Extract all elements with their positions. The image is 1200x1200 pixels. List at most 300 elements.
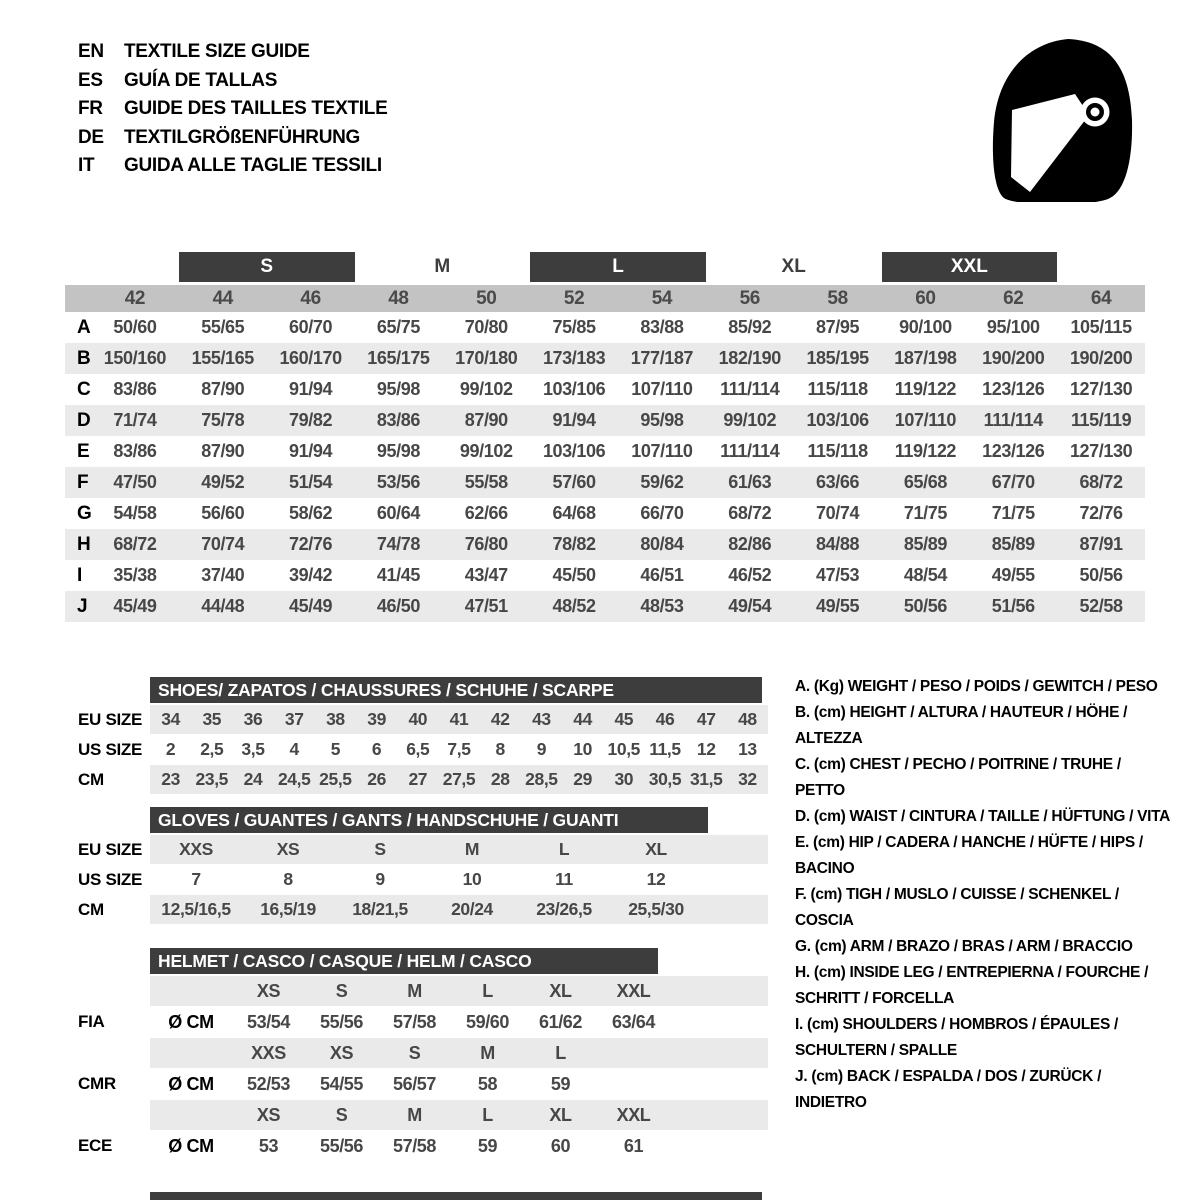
size-value: 115/119: [1070, 410, 1132, 430]
size-value: 107/110: [631, 379, 693, 399]
size-value: 8: [495, 739, 505, 759]
size-label: L: [482, 1104, 493, 1125]
size-value: 57/60: [552, 472, 596, 492]
measure-row-e: [65, 436, 1145, 467]
size-value: 30,5: [648, 769, 682, 789]
size-value: 54/55: [319, 1073, 364, 1094]
legend-item: F. (cm) TIGH / MUSLO / CUISSE / SCHENKEL / COSCIA: [795, 886, 1119, 929]
size-value: 72/76: [1079, 503, 1123, 523]
size-value: 91/94: [552, 410, 596, 430]
size-value: 107/110: [894, 410, 957, 430]
measure-row-f: [65, 467, 1145, 498]
size-value: 35: [202, 709, 222, 729]
size-value: 68/72: [113, 534, 157, 554]
row-letter: E: [77, 440, 90, 462]
size-value: 63/66: [816, 472, 860, 492]
size-value: 43/47: [464, 565, 508, 585]
size-band-s: S: [179, 252, 355, 282]
size-value: 160/170: [279, 348, 342, 368]
size-value: 50/56: [1079, 565, 1123, 585]
size-value: 11,5: [649, 739, 681, 759]
size-value: 70/80: [464, 317, 508, 337]
size-value: 49/54: [728, 596, 772, 616]
size-value: 60: [550, 1135, 571, 1156]
size-value: 28: [490, 769, 510, 789]
size-value: XL: [645, 839, 667, 859]
size-value: 65/75: [376, 317, 420, 337]
row-letter: J: [77, 595, 88, 617]
size-value: 165/175: [367, 348, 430, 368]
column-header: 60: [915, 287, 936, 309]
gloves-section-title: GLOVES / GUANTES / GANTS / HANDSCHUHE / GUANTI: [150, 807, 708, 833]
size-label: XS: [256, 980, 281, 1001]
size-value: 127/130: [1069, 379, 1133, 399]
column-header: 44: [212, 287, 233, 309]
size-value: 83/86: [113, 441, 157, 461]
size-value: 23: [161, 769, 180, 789]
size-value: 115/118: [807, 441, 868, 461]
size-value: 54/58: [113, 503, 157, 523]
size-value: 75/85: [552, 317, 596, 337]
column-header: 42: [124, 287, 146, 309]
size-value: 27,5: [442, 769, 476, 789]
size-band-m: M: [434, 256, 451, 277]
size-value: 76/80: [464, 534, 508, 554]
size-value: 87/91: [1079, 534, 1123, 554]
size-value: 31,5: [689, 769, 723, 789]
column-header: 46: [300, 287, 321, 309]
language-row: [78, 38, 387, 67]
size-value: 90/100: [899, 317, 952, 337]
size-value: 80/84: [640, 534, 684, 554]
language-title: TEXTILE SIZE GUIDE: [124, 41, 310, 62]
size-value: 10: [462, 869, 482, 889]
sub-row-us-size: [78, 865, 768, 894]
size-value: 24,5: [277, 769, 311, 789]
size-value: 41: [449, 709, 469, 729]
size-value: 49/55: [816, 596, 860, 616]
helmet-section: [78, 948, 768, 1162]
language-row: [78, 152, 387, 181]
size-value: 38: [326, 709, 345, 729]
size-value: 91/94: [289, 379, 333, 399]
size-value: 50/60: [113, 317, 157, 337]
size-value: 47/51: [464, 596, 508, 616]
row-label: CM: [78, 769, 104, 789]
sub-row-us-size: [78, 735, 768, 764]
shoes-rows: [78, 705, 768, 794]
size-value: 119/122: [894, 379, 957, 399]
size-label: XL: [549, 980, 572, 1001]
legend-item: C. (cm) CHEST / PECHO / POITRINE / TRUHE / PETTO: [795, 756, 1121, 799]
size-value: 82/86: [728, 534, 772, 554]
size-band-l: L: [530, 252, 706, 282]
size-value: 65/68: [903, 472, 947, 492]
size-value: 173/183: [542, 348, 606, 368]
size-value: 32: [738, 769, 757, 789]
size-label: M: [407, 1104, 422, 1125]
sub-row-cm: [78, 765, 768, 794]
size-value: 63/64: [611, 1011, 656, 1032]
row-label: EU SIZE: [78, 709, 143, 729]
language-code: DE: [78, 126, 104, 148]
size-value: 55/58: [464, 472, 508, 492]
size-value: 190/200: [1069, 348, 1133, 368]
size-label: L: [482, 980, 493, 1001]
size-value: 29: [573, 769, 592, 789]
size-value: 52/58: [1079, 596, 1123, 616]
size-value: 53/54: [246, 1011, 291, 1032]
size-value: 190/200: [982, 348, 1045, 368]
size-value: 9: [375, 869, 385, 889]
column-header: 54: [651, 287, 673, 309]
size-value: 24: [243, 769, 263, 789]
size-value: 66/70: [640, 503, 684, 523]
size-value: 48/54: [903, 565, 947, 585]
size-value: 46: [655, 709, 675, 729]
textile-size-table: [65, 252, 1145, 622]
size-value: 39: [367, 709, 386, 729]
size-value: 12: [696, 739, 716, 759]
column-header: 58: [827, 287, 848, 309]
size-value: 40: [408, 709, 428, 729]
size-value: 119/122: [894, 441, 957, 461]
size-value: 78/82: [552, 534, 596, 554]
size-value: 55/56: [319, 1135, 364, 1156]
size-value: 27: [408, 769, 428, 789]
size-value: 85/89: [991, 534, 1035, 554]
size-value: 53/56: [376, 472, 420, 492]
legend-item: A. (Kg) WEIGHT / PESO / POIDS / GEWITCH / PESO: [795, 678, 1158, 695]
size-value: 20/24: [451, 899, 493, 919]
size-value: 25,5: [319, 769, 352, 789]
size-value: 47/53: [816, 565, 860, 585]
size-band-row: [65, 252, 1145, 282]
size-value: 9: [536, 739, 547, 759]
helmet-icon: [982, 34, 1142, 204]
size-value: 5: [330, 739, 341, 759]
size-value: 51/56: [991, 596, 1035, 616]
size-label: M: [407, 980, 422, 1001]
size-value: 70/74: [201, 534, 245, 554]
row-letter: G: [77, 502, 92, 524]
size-value: 64/68: [552, 503, 596, 523]
row-letter: A: [77, 316, 91, 338]
size-value: 26: [367, 769, 386, 789]
column-header: 52: [563, 287, 585, 309]
size-value: 103/106: [542, 379, 606, 399]
size-value: 52/53: [246, 1073, 291, 1094]
measure-row-d: [65, 405, 1145, 436]
size-value: 67/70: [991, 472, 1035, 492]
size-value: 68/72: [1079, 472, 1123, 492]
shoes-section: [78, 677, 768, 795]
size-value: 68/72: [728, 503, 772, 523]
language-row: [78, 95, 387, 124]
size-value: 60/70: [289, 317, 333, 337]
size-value: 47/50: [113, 472, 157, 492]
measure-row-a: [65, 312, 1145, 343]
size-value: 50/56: [903, 596, 947, 616]
size-value: 85/92: [728, 317, 772, 337]
size-value: 87/90: [201, 379, 245, 399]
sub-row-eu-size: [78, 705, 768, 734]
helmet-size-row: [150, 976, 768, 1006]
unit-cell: Ø CM: [168, 1011, 214, 1032]
size-value: 51/54: [289, 472, 333, 492]
size-value: 84/88: [816, 534, 860, 554]
size-value: 55/65: [201, 317, 245, 337]
size-value: 45: [614, 709, 634, 729]
size-value: 2: [165, 739, 176, 759]
size-value: 95/98: [376, 441, 420, 461]
size-value: 71/75: [903, 503, 947, 523]
size-label: XS: [256, 1104, 281, 1125]
size-value: 87/90: [201, 441, 245, 461]
language-title-list: [78, 38, 387, 181]
size-value: 36: [243, 709, 263, 729]
legend-item: H. (cm) INSIDE LEG / ENTREPIERNA / FOURCHE / SCHRITT / FORCELLA: [795, 964, 1149, 1007]
size-band-xl: XL: [781, 256, 806, 277]
size-value: 56/57: [392, 1073, 437, 1094]
language-title: GUIDE DES TAILLES TEXTILE: [124, 98, 388, 119]
size-value: 71/75: [991, 503, 1035, 523]
size-value: 12: [646, 869, 666, 889]
size-value: 34: [161, 709, 180, 729]
size-value: 10,5: [607, 739, 641, 759]
measurement-legend: [795, 674, 1173, 1116]
column-header: 50: [476, 287, 497, 309]
size-value: 57/58: [392, 1011, 437, 1032]
size-value: 91/94: [289, 441, 333, 461]
size-value: XS: [276, 839, 300, 859]
shoes-section-title: SHOES/ ZAPATOS / CHAUSSURES / SCHUHE / SCARPE: [150, 677, 762, 703]
size-value: 7: [191, 869, 201, 889]
size-value: 3,5: [241, 739, 265, 759]
measure-row-j: [65, 591, 1145, 622]
helmet-value-row-ece: [78, 1131, 768, 1161]
language-code: FR: [78, 98, 103, 119]
size-value: 37: [284, 709, 304, 729]
size-value: 23/26,5: [536, 899, 592, 919]
legend-item: I. (cm) SHOULDERS / HOMBROS / ÉPAULES / SCHULTERN / SPALLE: [795, 1016, 1119, 1059]
helmet-section-title: HELMET / CASCO / CASQUE / HELM / CASCO: [150, 948, 658, 974]
row-label: ECE: [78, 1136, 113, 1155]
size-value: 87/90: [464, 410, 508, 430]
size-value: 48/52: [552, 596, 596, 616]
size-value: 71/74: [113, 410, 157, 430]
size-label: XXS: [251, 1042, 286, 1063]
legend-item: E. (cm) HIP / CADERA / HANCHE / HÜFTE / HIPS / BACINO: [795, 834, 1143, 877]
row-letter: I: [77, 564, 82, 586]
size-value: 28,5: [525, 769, 558, 789]
size-value: 99/102: [723, 410, 777, 430]
size-value: 61/63: [728, 472, 772, 492]
size-value: 2,5: [200, 739, 224, 759]
size-value: 35/38: [113, 565, 157, 585]
size-value: 177/187: [630, 348, 694, 368]
helmet-size-row: [150, 1100, 768, 1130]
size-value: 83/86: [113, 379, 157, 399]
row-letter: H: [77, 533, 91, 555]
size-value: 72/76: [289, 534, 333, 554]
language-code: IT: [78, 155, 95, 176]
row-letter: F: [77, 471, 89, 493]
size-value: 103/106: [806, 410, 869, 430]
size-value: 44: [573, 709, 592, 729]
legend-item: B. (cm) HEIGHT / ALTURA / HAUTEUR / HÖHE / ALTEZZA: [795, 704, 1128, 747]
size-value: 45/49: [289, 596, 333, 616]
size-value: 61/62: [538, 1011, 583, 1032]
size-value: 47: [696, 709, 716, 729]
numeric-size-header-row: [65, 285, 1145, 312]
size-value: 99/102: [459, 441, 513, 461]
size-value: 6: [371, 739, 382, 759]
size-value: 111/114: [983, 410, 1043, 430]
size-value: 58: [477, 1073, 498, 1094]
size-value: 85/89: [903, 534, 947, 554]
measurement-rows: [65, 312, 1145, 622]
size-value: 62/66: [464, 503, 508, 523]
size-label: XS: [329, 1042, 354, 1063]
size-value: 10: [573, 739, 592, 759]
size-value: 44/48: [201, 596, 245, 616]
size-value: 23,5: [195, 769, 229, 789]
helmet-icon-svg: [982, 34, 1142, 202]
size-value: 59/62: [640, 472, 684, 492]
size-value: 95/100: [986, 317, 1040, 337]
size-label: S: [408, 1042, 421, 1063]
size-value: 74/78: [376, 534, 420, 554]
helmet-value-row-fia: [78, 1007, 768, 1037]
size-label: S: [335, 980, 348, 1001]
size-value: XXS: [179, 839, 213, 859]
size-value: 75/78: [201, 410, 245, 430]
measure-row-i: [65, 560, 1145, 591]
row-label: CM: [78, 899, 104, 919]
language-row: [78, 124, 387, 153]
size-value: 49/55: [991, 565, 1035, 585]
size-value: 30: [614, 769, 634, 789]
size-value: 59: [550, 1073, 571, 1094]
size-value: 46/50: [376, 596, 420, 616]
helmet-size-row: [150, 1038, 768, 1068]
language-title: GUIDA ALLE TAGLIE TESSILI: [124, 155, 382, 176]
size-value: 150/160: [103, 348, 167, 368]
size-value: S: [374, 839, 386, 859]
unit-cell: Ø CM: [168, 1135, 214, 1156]
unit-cell: Ø CM: [168, 1073, 214, 1094]
size-value: 45/50: [552, 565, 596, 585]
size-value: 115/118: [807, 379, 868, 399]
size-value: 48: [738, 709, 757, 729]
size-value: 182/190: [718, 348, 781, 368]
size-value: 53: [258, 1135, 279, 1156]
size-value: 127/130: [1069, 441, 1133, 461]
size-value: 59/60: [465, 1011, 510, 1032]
legend-item: G. (cm) ARM / BRAZO / BRAS / ARM / BRACCIO: [795, 938, 1133, 955]
size-value: 13: [738, 739, 757, 759]
size-value: 48/53: [640, 596, 684, 616]
size-value: 61: [623, 1135, 644, 1156]
size-value: 46/52: [728, 565, 772, 585]
size-value: 103/106: [542, 441, 606, 461]
size-value: 55/56: [319, 1011, 364, 1032]
size-value: 60/64: [376, 503, 420, 523]
size-label: M: [480, 1042, 495, 1063]
size-value: 111/114: [720, 441, 780, 461]
sub-row-eu-size: [78, 835, 768, 864]
size-value: 58/62: [289, 503, 333, 523]
language-row: [78, 67, 387, 96]
legend-item: J. (cm) BACK / ESPALDA / DOS / ZURÜCK / INDIETRO: [795, 1068, 1102, 1111]
size-value: 83/86: [376, 410, 420, 430]
size-band-xxl: XXL: [882, 252, 1058, 282]
helmet-value-row-cmr: [78, 1069, 768, 1099]
row-letter: B: [77, 347, 91, 369]
size-value: 187/198: [894, 348, 957, 368]
size-value: 18/21,5: [352, 899, 408, 919]
size-value: L: [558, 839, 570, 859]
size-value: 43: [532, 709, 551, 729]
size-value: 105/115: [1070, 317, 1132, 337]
legend-item: D. (cm) WAIST / CINTURA / TAILLE / HÜFTUNG / VITA: [795, 808, 1171, 825]
size-value: 16,5/19: [260, 899, 316, 919]
size-value: 123/126: [982, 441, 1045, 461]
size-value: 79/82: [289, 410, 333, 430]
size-value: 45/49: [113, 596, 157, 616]
size-value: 6,5: [406, 739, 430, 759]
size-value: 7,5: [447, 739, 471, 759]
size-value: 42: [490, 709, 510, 729]
helmet-rows: [78, 976, 768, 1161]
size-value: 11: [555, 869, 573, 889]
size-label: XXL: [616, 980, 651, 1001]
measure-row-h: [65, 529, 1145, 560]
size-value: 57/58: [392, 1135, 437, 1156]
size-value: 41/45: [376, 565, 420, 585]
size-value: 111/114: [720, 379, 780, 399]
size-value: 95/98: [376, 379, 420, 399]
row-label: CMR: [78, 1074, 116, 1093]
size-value: 59: [477, 1135, 498, 1156]
size-label: L: [555, 1042, 566, 1063]
column-header: 64: [1090, 287, 1112, 309]
size-value: 83/88: [640, 317, 684, 337]
size-value: 99/102: [459, 379, 513, 399]
size-value: 39/42: [289, 565, 333, 585]
size-value: 185/195: [806, 348, 869, 368]
row-letter: C: [77, 378, 91, 400]
size-value: M: [464, 839, 480, 859]
row-label: EU SIZE: [78, 839, 143, 859]
language-code: ES: [78, 69, 103, 91]
size-value: 123/126: [982, 379, 1045, 399]
size-label: S: [335, 1104, 348, 1125]
size-value: 25,5/30: [628, 899, 684, 919]
size-value: 12,5/16,5: [161, 899, 231, 919]
language-code: EN: [78, 41, 104, 62]
size-value: 95/98: [640, 410, 684, 430]
row-label: FIA: [78, 1012, 105, 1031]
row-letter: D: [77, 409, 91, 431]
language-title: TEXTILGRÖßENFÜHRUNG: [124, 126, 361, 148]
sub-row-cm: [78, 895, 768, 924]
row-label: US SIZE: [78, 869, 143, 889]
measure-row-c: [65, 374, 1145, 405]
column-header: 62: [1003, 287, 1024, 309]
size-value: 155/165: [191, 348, 254, 368]
